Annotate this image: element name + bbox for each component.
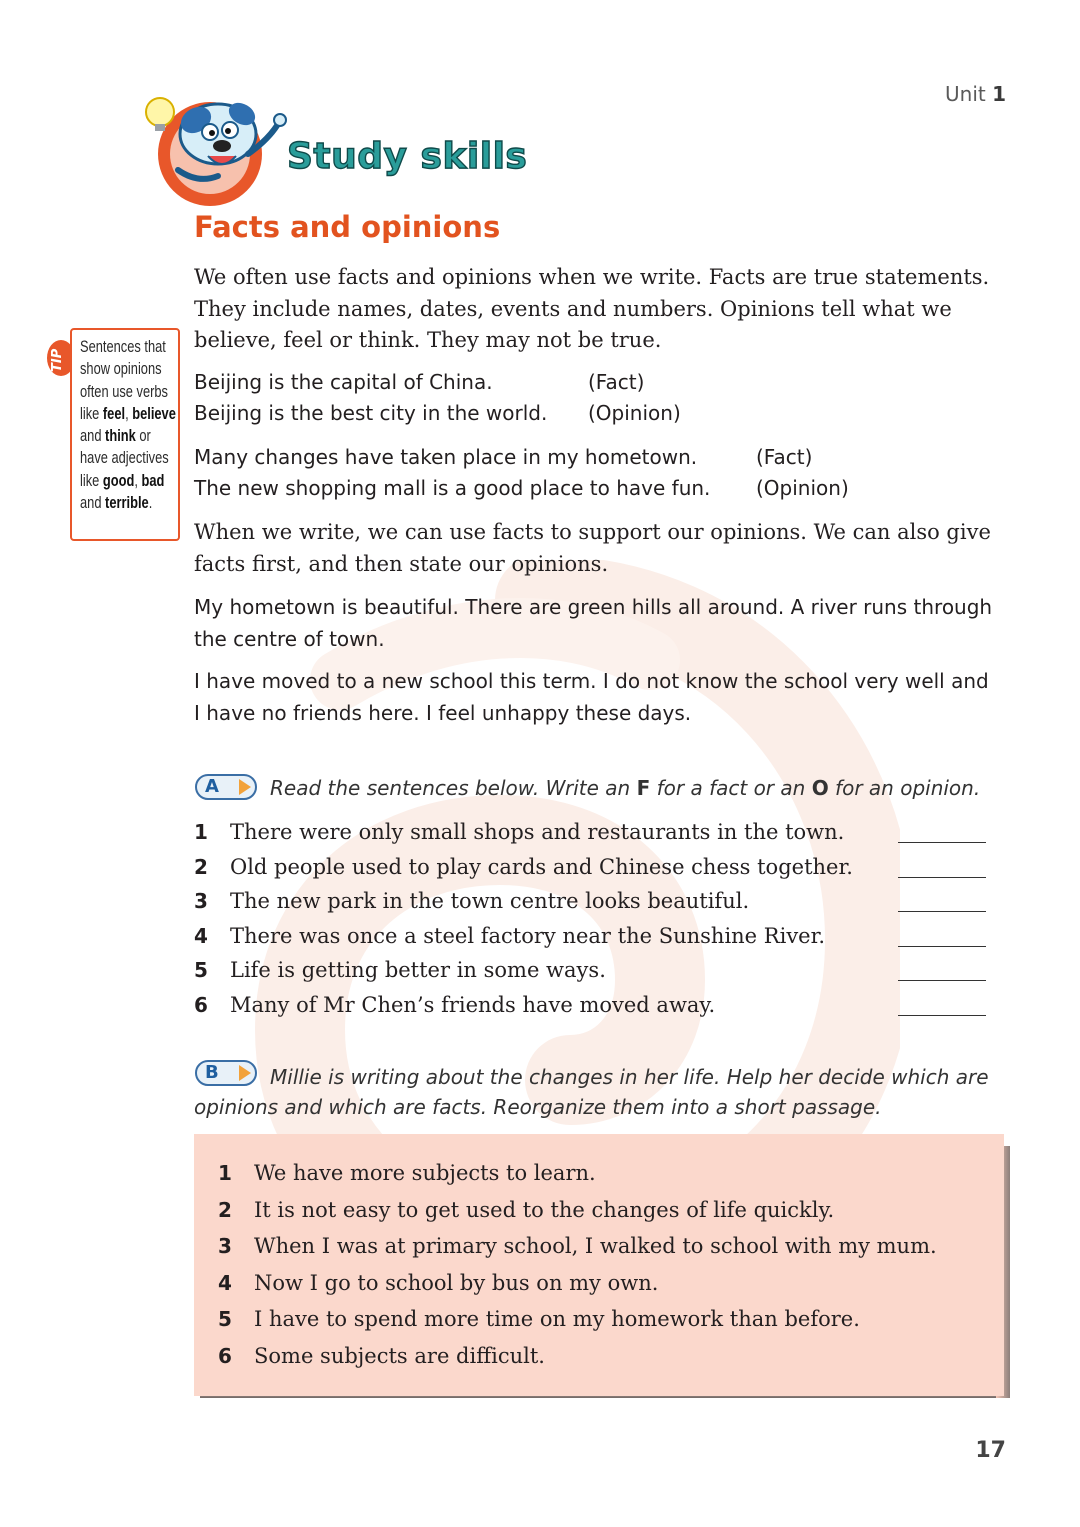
- lightbulb-icon: [146, 98, 174, 126]
- example-row: [194, 445, 697, 469]
- unit-number: 1: [992, 82, 1006, 106]
- example-sentence: Beijing is the best city in the world.: [194, 401, 548, 425]
- page-number: 17: [975, 1438, 1006, 1463]
- task-b-item: 3 When I was at primary school, I walked to school with my mum.: [218, 1234, 937, 1258]
- answer-blank[interactable]: [898, 911, 986, 912]
- task-a-item: 1 There were only small shops and restaurants in the town.: [194, 820, 845, 844]
- example-row: [194, 401, 547, 425]
- task-a-item: 6 Many of Mr Chen’s friends have moved away.: [194, 993, 716, 1017]
- page-heading: Facts and opinions: [194, 210, 501, 244]
- task-a-letter: A: [205, 776, 219, 797]
- task-b-letter: B: [205, 1062, 219, 1083]
- example-row: [194, 370, 493, 394]
- tip-badge-label: TIP: [50, 348, 65, 372]
- example-sentence: Many changes have taken place in my hometown.: [194, 445, 698, 469]
- section-title: Study skills: [287, 136, 528, 177]
- example-row: [194, 476, 710, 500]
- example-tag: (Fact): [756, 445, 813, 469]
- support-paragraph: When we write, we can use facts to support our opinions. We can also give facts first, and then state our opinions.: [194, 520, 991, 576]
- intro-paragraph: We often use facts and opinions when we write. Facts are true statements. They include names, dates, events and numbers. Opinions tell what we believe, feel or think. They may not be true.: [194, 265, 990, 352]
- task-a-item: 5 Life is getting better in some ways.: [194, 958, 606, 982]
- answer-blank[interactable]: [898, 980, 986, 981]
- task-b-item: 4 Now I go to school by bus on my own.: [218, 1271, 659, 1295]
- answer-blank[interactable]: [898, 877, 986, 878]
- example-tag: (Opinion): [588, 401, 681, 425]
- task-a-item: 4 There was once a steel factory near the Sunshine River.: [194, 924, 826, 948]
- task-b-item: 5 I have to spend more time on my homework than before.: [218, 1307, 860, 1331]
- task-b-instruction: Millie is writing about the changes in her life. Help her decide which are opinions and which are facts. Reorganize them into a short passage.: [194, 1065, 989, 1119]
- answer-blank[interactable]: [898, 842, 986, 843]
- answer-blank[interactable]: [898, 1015, 986, 1016]
- task-a-item: 2 Old people used to play cards and Chinese chess together.: [194, 855, 853, 879]
- mascot-dog-icon: [138, 84, 298, 208]
- answer-blank[interactable]: [898, 946, 986, 947]
- task-b-item: 6 Some subjects are difficult.: [218, 1344, 545, 1368]
- task-b-item: 1 We have more subjects to learn.: [218, 1161, 596, 1185]
- example-tag: (Fact): [588, 370, 645, 394]
- example-tag: (Opinion): [756, 476, 849, 500]
- task-a-instruction: Read the sentences below. Write an F for a fact or an O for an opinion.: [270, 776, 981, 800]
- tip-text: Sentences that show opinions often use verbs like feel, believe and think or have adjectives like good, bad and terrible.: [80, 338, 176, 513]
- unit-label: Unit 1: [945, 82, 1006, 106]
- support-example-2: I have moved to a new school this term. I do not know the school very well and I have no friends here. I feel unhappy these days.: [194, 669, 989, 725]
- task-a-item: 3 The new park in the town centre looks beautiful.: [194, 889, 750, 913]
- task-b-item: 2 It is not easy to get used to the changes of life quickly.: [218, 1198, 835, 1222]
- support-example-1: My hometown is beautiful. There are green hills all around. A river runs through the centre of town.: [194, 595, 993, 651]
- example-sentence: Beijing is the capital of China.: [194, 370, 493, 394]
- example-sentence: The new shopping mall is a good place to have fun.: [194, 476, 711, 500]
